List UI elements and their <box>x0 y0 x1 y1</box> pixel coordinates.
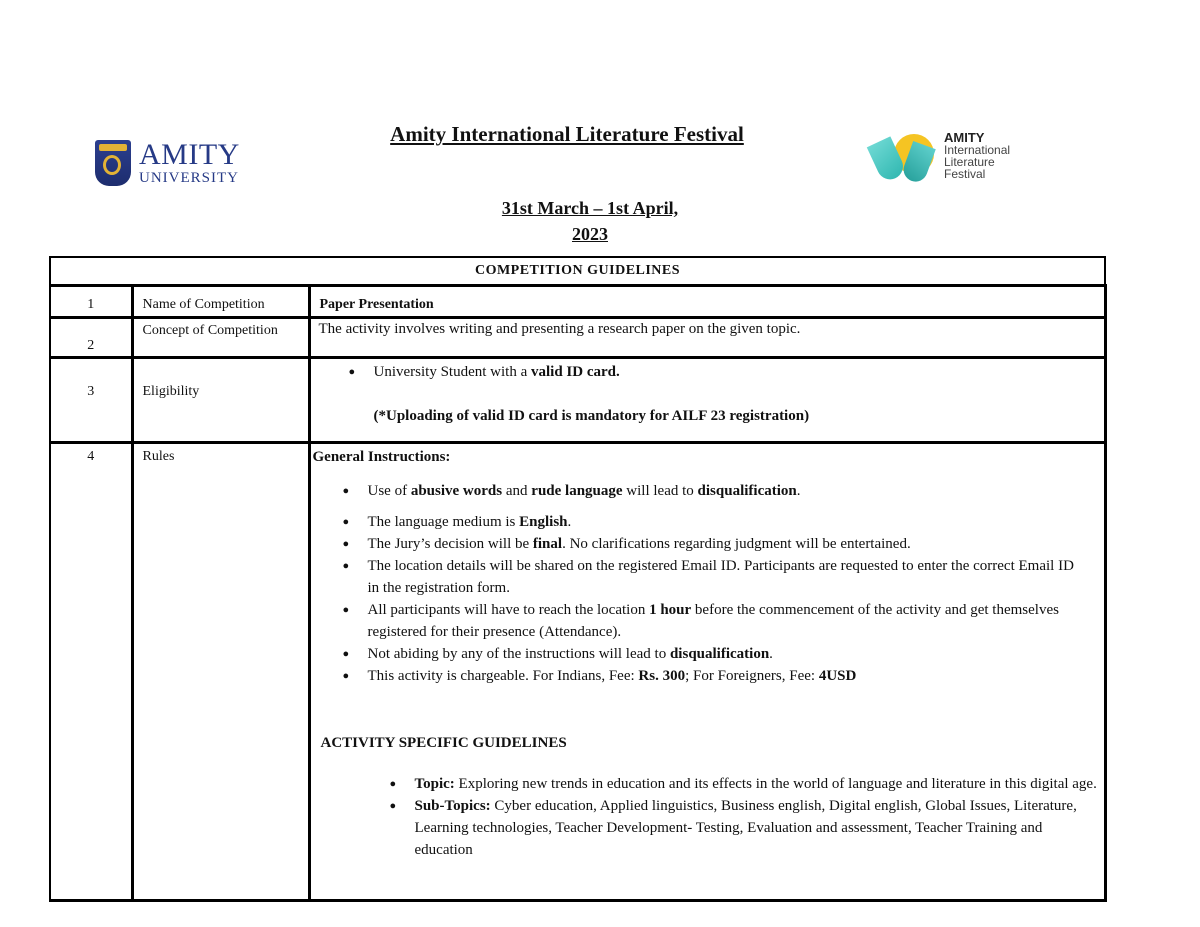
ailf-logo <box>872 130 1032 190</box>
amity-logo-sub: UNIVERSITY <box>139 170 239 186</box>
list-item <box>319 361 1104 383</box>
list-item: ● Sub-Topics: Cyber education, Applied linguistics, Business english, Digital english, Global Issues, Literature, Learning technologies, Teacher Development- Testing, Evaluation and assessment, Teacher Training and education <box>313 795 1100 861</box>
ailf-logo-line: Literature <box>944 155 995 169</box>
list-item: ● This activity is chargeable. For Indians, Fee: Rs. 300; For Foreigners, Fee: 4USD <box>313 665 1104 687</box>
general-instructions-heading: General Instructions: <box>312 449 451 465</box>
row-number: 1 <box>50 286 132 318</box>
list-item: ● All participants will have to reach the location 1 hour before the commencement of the activity and get themselves registered for their presence (Attendance). <box>313 599 1104 643</box>
eligibility-bold: valid ID card. <box>531 364 620 380</box>
eligibility-cell <box>309 358 1105 443</box>
eligibility-list <box>319 361 1104 383</box>
row-label: Concept of Competition <box>132 318 309 358</box>
row-label: Eligibility <box>132 358 309 443</box>
list-item: ● Topic: Exploring new trends in education and its effects in the world of language and literature in this digital age. <box>313 773 1100 795</box>
activity-guidelines-list <box>313 773 1104 861</box>
competition-concept: The activity involves writing and presenting a research paper on the given topic. <box>309 318 1105 358</box>
list-item: ● The Jury’s decision will be final. No clarifications regarding judgment will be entertained. <box>313 533 1104 555</box>
list-item: ● Use of abusive words and rude language will lead to disqualification. <box>313 480 1104 502</box>
event-date-line1: 31st March – 1st April, <box>501 198 679 218</box>
eligibility-note: (*Uploading of valid ID card is mandatory for AILF 23 registration) <box>373 408 810 424</box>
ailf-logo-line: Festival <box>944 167 986 181</box>
event-date-line2: 2023 <box>572 224 608 244</box>
competition-name: Paper Presentation <box>309 286 1105 318</box>
competition-guidelines-table <box>49 256 1107 902</box>
table-heading: COMPETITION GUIDELINES <box>50 257 1105 286</box>
ailf-logo-text <box>944 132 1010 180</box>
row-number: 2 <box>50 318 132 358</box>
table-row <box>50 443 1105 901</box>
rules-cell <box>309 443 1105 901</box>
table-row <box>50 286 1105 318</box>
row-label: Name of Competition <box>132 286 309 318</box>
amity-logo-word: AMITY <box>139 138 240 171</box>
eligibility-text: University Student with a <box>373 364 531 380</box>
ailf-logo-line: International <box>944 143 1011 157</box>
page-title: Amity International Literature Festival <box>390 122 744 146</box>
list-item: ● The location details will be shared on the registered Email ID. Participants are requested to enter the correct Email ID in the registration form. <box>313 555 1104 599</box>
row-number: 3 <box>50 358 132 443</box>
amity-university-logo <box>95 140 245 188</box>
general-instructions-list <box>313 480 1104 687</box>
table-row <box>50 318 1105 358</box>
list-item: ● Not abiding by any of the instructions will lead to disqualification. <box>313 643 1104 665</box>
table-row <box>50 358 1105 443</box>
amity-shield-icon <box>95 140 131 186</box>
ailf-logo-line: AMITY <box>944 130 985 145</box>
list-item: ● The language medium is English. <box>313 511 1104 533</box>
row-number: 4 <box>50 443 132 901</box>
activity-guidelines-heading: ACTIVITY SPECIFIC GUIDELINES <box>320 735 567 751</box>
row-label: Rules <box>132 443 309 901</box>
